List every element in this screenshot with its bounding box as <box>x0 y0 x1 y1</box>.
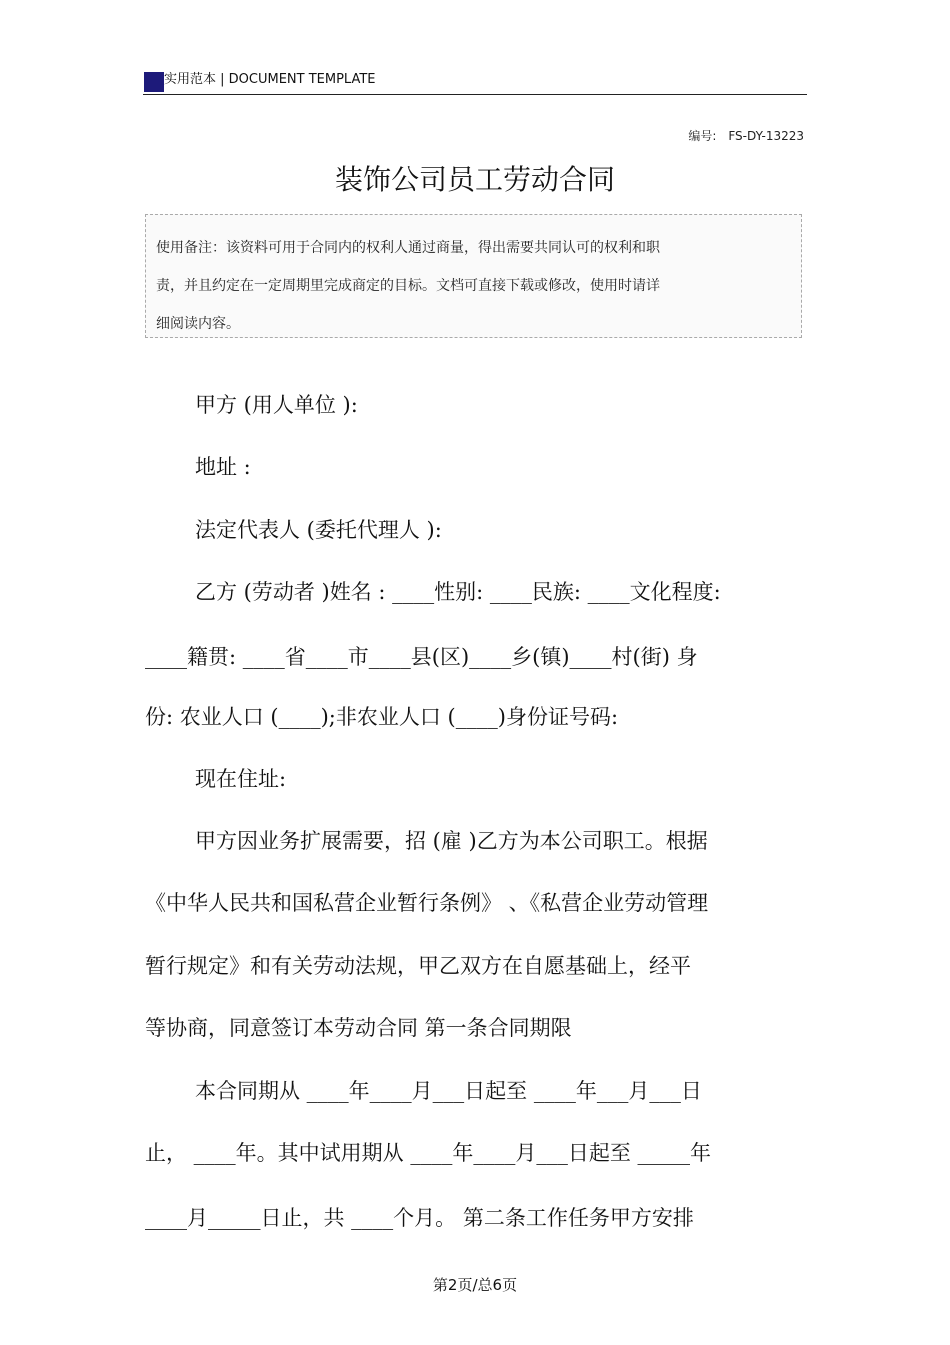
body-paragraph-line: 等协商，同意签订本劳动合同 第一条合同期限 <box>145 1016 572 1040</box>
template-logo-icon <box>144 72 164 92</box>
body-line-identity: 份: 农业人口 (____);非农业人口 (____)身份证号码: <box>145 705 619 729</box>
page-title: 装饰公司员工劳动合同 <box>334 163 615 196</box>
notes-line: 细阅读内容。 <box>156 316 240 332</box>
body-paragraph-line: 止， ____年。其中试用期从 ____年____月___日起至 _____年 <box>145 1141 712 1165</box>
page-counter: 第2页/总6页 <box>432 1276 518 1294</box>
page-header <box>143 70 807 95</box>
document-number-value: FS-DY-13223 <box>728 129 804 143</box>
document-number <box>688 127 804 144</box>
body-line-current-address: 现在住址: <box>195 767 287 791</box>
body-line-party-a: 甲方 (用人单位 ): <box>195 393 358 417</box>
notes-line: 使用备注：该资料可用于合同内的权利人通过商量，得出需要共同认可的权利和职 <box>156 240 660 256</box>
body-paragraph-line: 甲方因业务扩展需要，招 (雇 )乙方为本公司职工。根据 <box>195 829 708 853</box>
header-label: 实用范本 | DOCUMENT TEMPLATE <box>164 72 376 87</box>
body-line-address: 地址 : <box>195 455 251 479</box>
body-line-party-b: 乙方 (劳动者 )姓名 : ____性别: ____民族: ____文化程度: <box>195 580 721 604</box>
document-number-label: 编号: <box>688 129 717 143</box>
body-line-legal-rep: 法定代表人 (委托代理人 ): <box>195 518 442 542</box>
notes-line: 责，并且约定在一定周期里完成商定的目标。文档可直接下载或修改，使用时请详 <box>156 278 660 294</box>
body-line-hometown: ____籍贯: ____省____市____县(区)____乡(镇)____村(街) 身 <box>145 645 698 669</box>
usage-notes-box <box>145 214 802 338</box>
body-paragraph-line: 本合同期从 ____年____月___日起至 ____年___月___日 <box>195 1079 702 1103</box>
body-paragraph-line: 暂行规定》和有关劳动法规，甲乙双方在自愿基础上，经平 <box>145 954 691 978</box>
body-paragraph-line: ____月_____日止，共 ____个月。 第二条工作任务甲方安排 <box>145 1206 694 1230</box>
body-paragraph-line: 《中华人民共和国私营企业暂行条例》 、《私营企业劳动管理 <box>145 891 709 915</box>
